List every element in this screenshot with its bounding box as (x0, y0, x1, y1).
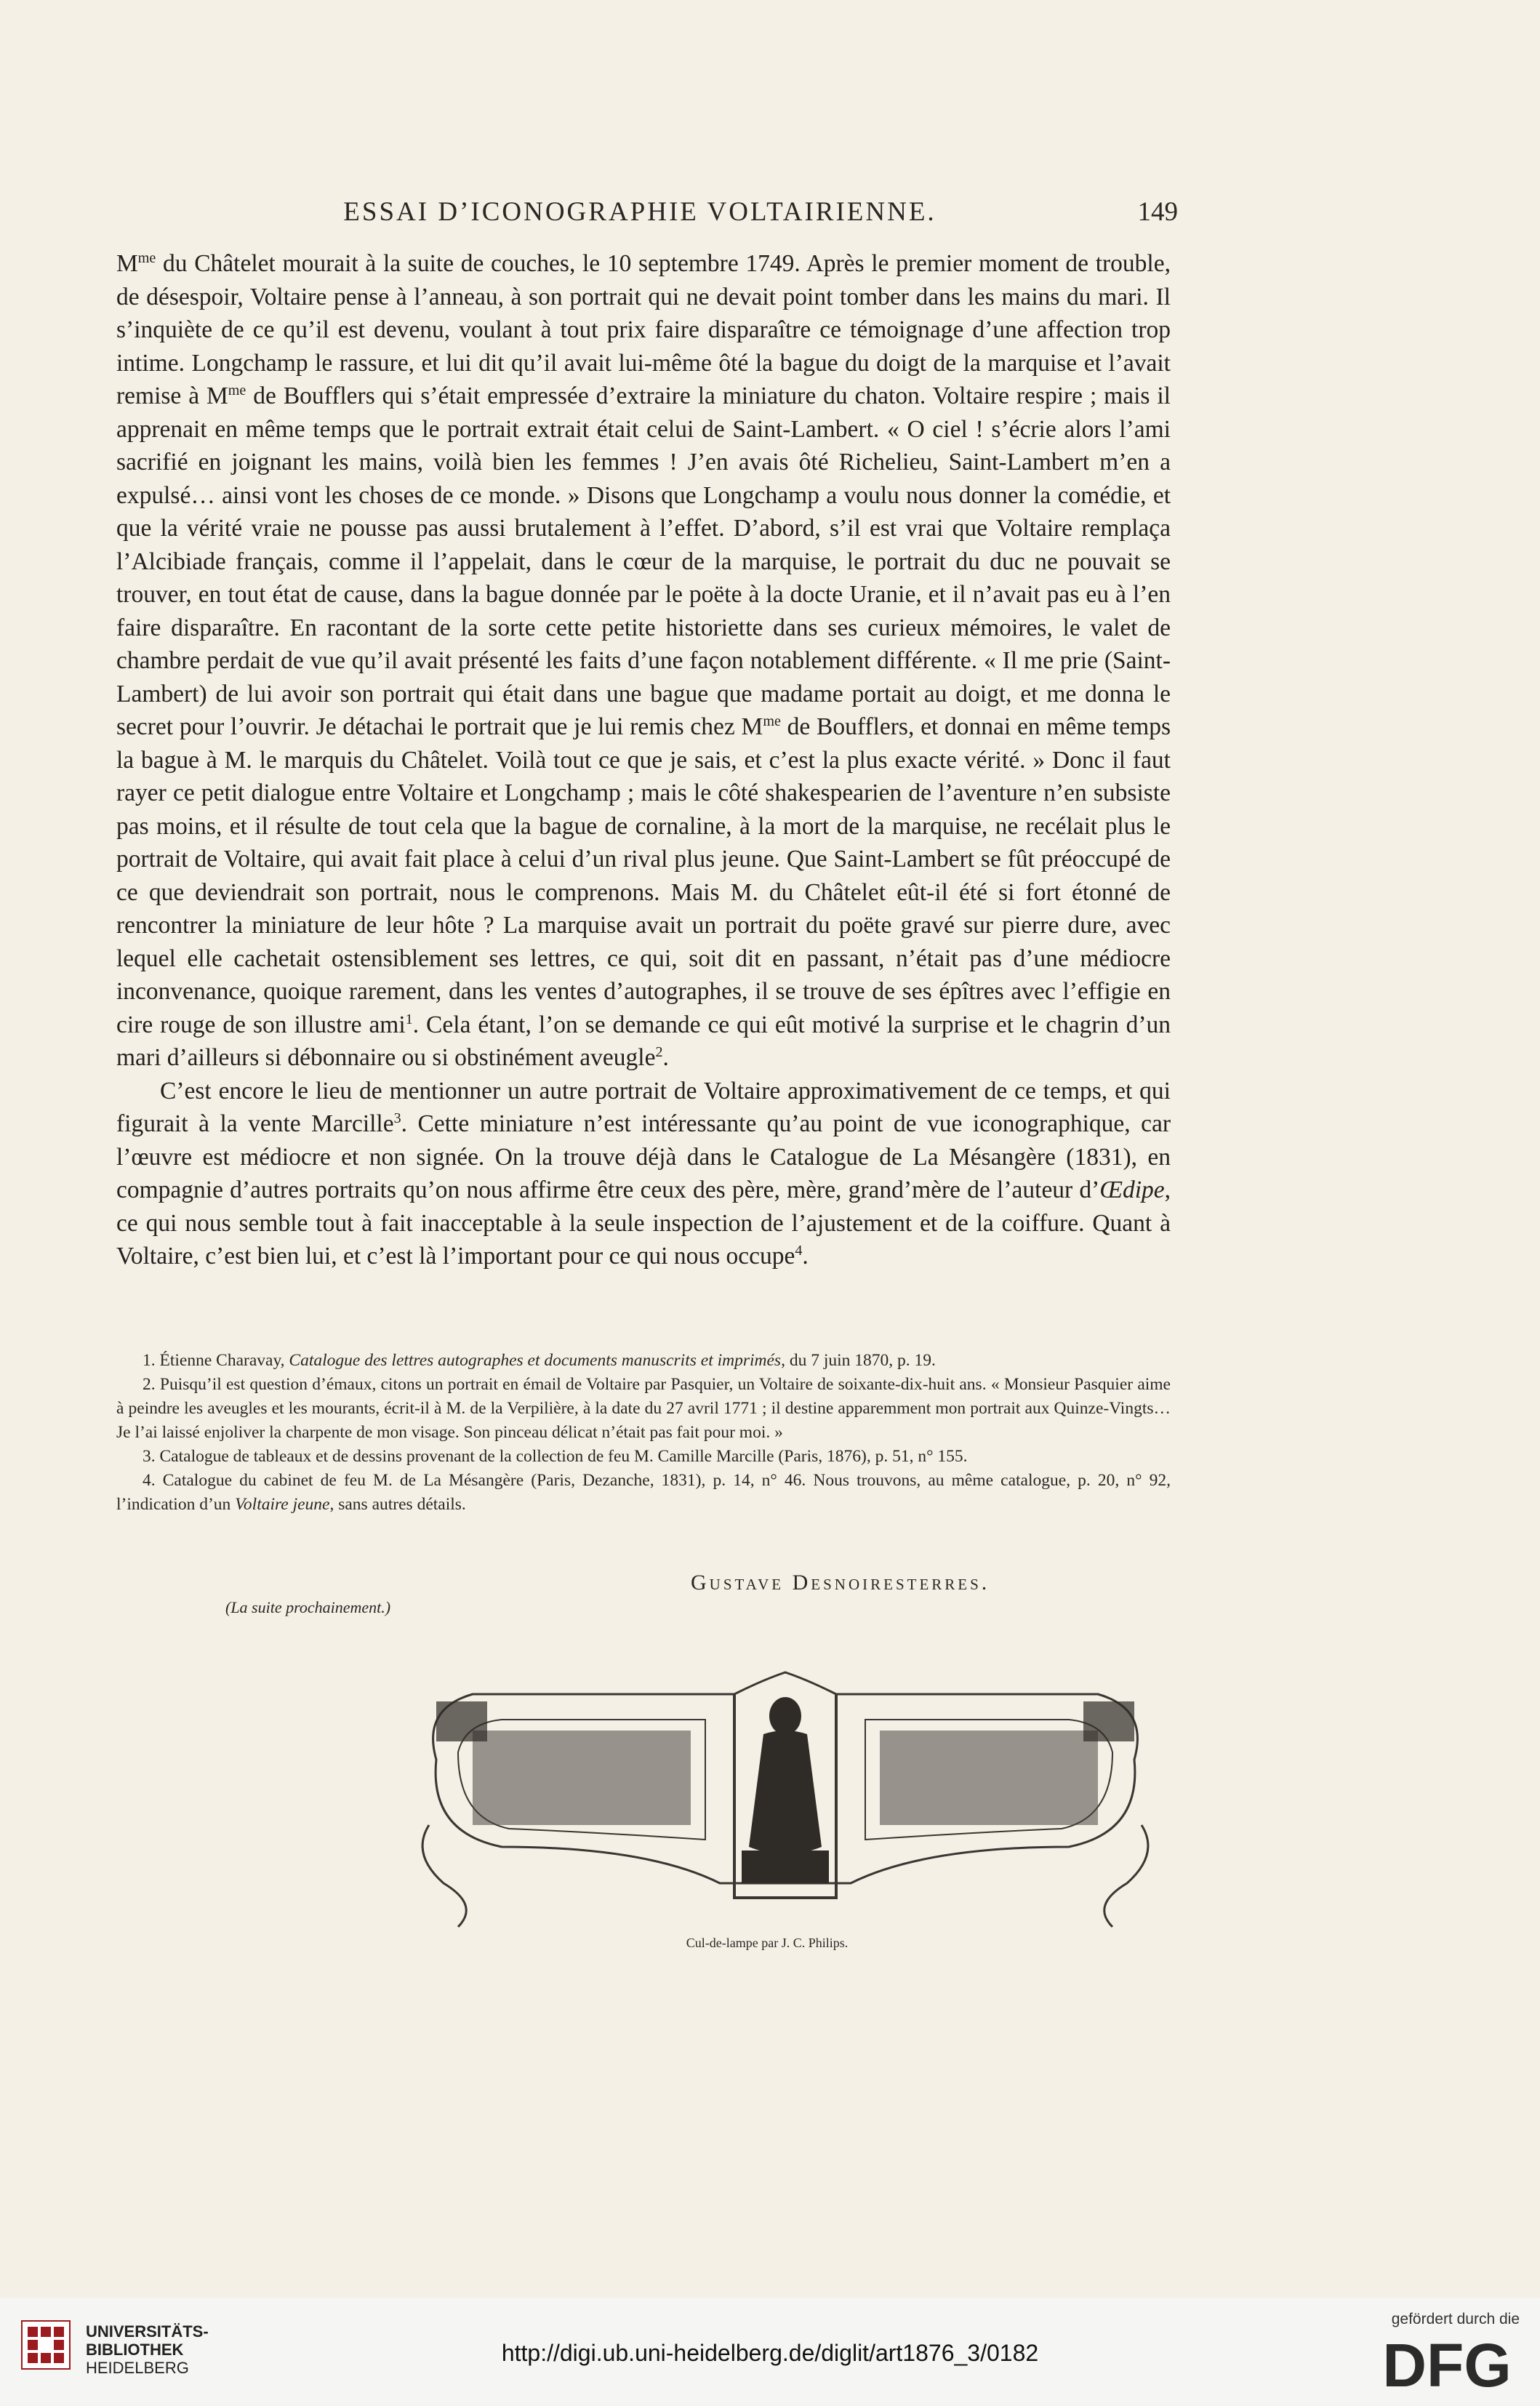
footnotes (116, 1349, 1171, 1517)
text-run: , sans autres détails. (329, 1495, 466, 1514)
cul-de-lampe-engraving (414, 1665, 1156, 1934)
text-run: de Boufflers qui s’était empressée d’extraire la miniature du chaton. Voltaire respire ; mais il apprenait en même temps que le portrait extrait était celui de Saint-Lambert. « O ciel ! s’écrie alors l’ami sacrifié en joignant les mains, voilà bien les femmes ! J’en avais ôté Richelieu, Saint-Lambert m’en a expulsé… ainsi vont les choses de ce monde. » Disons que Longchamp a voulu nous donner la comédie, et que la vérité vraie ne pousse pas aussi brutalement à l’effet. D’abord, s’il est vrai que Voltaire remplaça l’Alcibiade français, comme il l’appelait, dans le cœur de la marquise, le portrait du duc ne pouvait se trouver, en tout état de cause, dans la bague donnée par le poëte à la docte Uranie, et il n’avait pas eu à l’en faire disparaître. En racontant de la sorte cette petite historiette dans ses curieux mémoires, le valet de chambre perdait de vue qu’il avait présenté les faits d’une façon notablement différente. « Il me prie (Saint-Lambert) de lui avoir son portrait qui était dans une bague que madame portait au doigt, et me donna le secret pour l’ouvrir. Je détachai le portrait que je lui remis chez M (116, 382, 1171, 740)
italic-title: Catalogue des lettres autographes et documents manuscrits et imprimés (289, 1351, 782, 1370)
text-run: C’est encore le lieu de mentionner un autre portrait de Voltaire approximativement de ce temps, et qui figurait à la vente Marcille (116, 1077, 1171, 1137)
text-run: 4. Catalogue du cabinet de feu M. de La Mésangère (Paris, Dezanche, 1831), p. 14, n° 46. Nous trouvons, au même catalogue, p. 20, n° 92, l’indication d’un (116, 1471, 1171, 1514)
digitization-footer (0, 2298, 1540, 2406)
footnote-ref-2: 2 (655, 1043, 663, 1060)
text-run: , ce qui nous semble tout à fait inacceptable à la seule inspection de l’ajustement et de la coiffure. Quant à Voltaire, c’est bien lui, et c’est là l’important pour ce qui nous occupe (116, 1176, 1171, 1270)
illustration-caption: Cul-de-lampe par J. C. Philips. (686, 1936, 849, 1950)
text-run: . Cela étant, l’on se demande ce qui eût motivé la surprise et le chagrin d’un mari d’ailleurs si débonnaire ou si obstinément aveugle (116, 1011, 1171, 1071)
text-run: . Cette miniature n’est intéressante qu’au point de vue iconographique, car l’œuvre est médiocre et non signée. On la trouve déjà dans le Catalogue de La Mésangère (1831), en compagnie d’autres portraits qu’on nous affirme être ceux des père, mère, grand’mère de l’auteur d’ (116, 1110, 1171, 1203)
footnote-1 (116, 1349, 1171, 1373)
text-run: . (662, 1044, 669, 1071)
library-name-line: HEIDELBERG (86, 2359, 189, 2377)
text-run: du Châtelet mourait à la suite de couches, le 10 septembre 1749. Après le premier moment de trouble, de désespoir, Voltaire pense à l’anneau, à son portrait qui ne devait point tomber dans les mains du mari. Il s’inquiète de ce qu’il est devenu, voulant à tout prix faire disparaître ce témoignage d’une affection trop intime. Longchamp le rassure, et lui dit qu’il avait lui-même ôté la bague du doigt de la marquise et l’avait remise à M (116, 250, 1171, 409)
paragraph-1 (116, 247, 1171, 1075)
footnote-ref-4: 4 (795, 1242, 803, 1259)
continuation-note: (La suite prochainement.) (225, 1598, 391, 1616)
italic-title: Voltaire jeune (235, 1495, 330, 1514)
dfg-logo-text: DFG (1382, 2335, 1512, 2392)
text-run: de Boufflers, et donnai en même temps la bague à M. le marquis du Châtelet. Voilà tout ce que je sais, et c’est la plus exacte vérité. » Donc il faut rayer ce petit dialogue entre Voltaire et Longchamp ; mais le côté shakespearien de l’aventure n’en subsiste pas moins, et il résulte de tout cela que la bague de cornaline, à la mort de la marquise, ne recélait plus le portrait de Voltaire, qui avait fait place à celui d’un rival plus jeune. Que Saint-Lambert se fût préoccupé de ce que deviendrait son portrait, nous le comprenons. Mais M. du Châtelet eût-il été si fort étonné de rencontrer la miniature de leur hôte ? La marquise avait un portrait du poëte gravé sur pierre dure, avec lequel elle cachetait ostensiblement ses lettres, ce qui, soit dit en passant, n’était pas d’une médiocre inconvenance, quoique rarement, dans les ventes d’autographes, il se trouve de ses épîtres avec l’effigie en cire rouge de son illustre ami (116, 713, 1171, 1038)
funding-label: gefördert durch die (1391, 2311, 1520, 2327)
running-title: ESSAI D’ICONOGRAPHIE VOLTAIRIENNE. (343, 197, 937, 227)
footnote-4 (116, 1469, 1171, 1517)
running-header (109, 196, 1178, 233)
library-name-line: UNIVERSITÄTS- (86, 2322, 209, 2341)
superscript: me (137, 249, 156, 266)
superscript: me (228, 382, 246, 398)
footnote-ref-3: 3 (393, 1110, 401, 1126)
text-run: 1. Étienne Charavay, (143, 1351, 289, 1370)
article-body (116, 247, 1171, 1273)
dfg-logo-icon (1374, 2335, 1520, 2392)
footnote-ref-1: 1 (405, 1011, 413, 1027)
footnote-3: 3. Catalogue de tableaux et de dessins provenant de la collection de feu M. Camille Marcille (Paris, 1876), p. 51, n° 155. (143, 1447, 968, 1466)
superscript: me (763, 713, 781, 729)
text-run: , du 7 juin 1870, p. 19. (781, 1351, 936, 1370)
text-run: M (116, 250, 138, 277)
permalink-url[interactable]: http://digi.ub.uni-heidelberg.de/diglit/art1876_3/0182 (501, 2340, 1039, 2366)
italic-title: Œdipe (1099, 1176, 1165, 1203)
library-name-line: BIBLIOTHEK (86, 2341, 184, 2359)
text-run: . (802, 1243, 809, 1270)
page-number: 149 (1137, 197, 1178, 227)
footnote-2: 2. Puisqu’il est question d’émaux, citons un portrait en émail de Voltaire par Pasquier, un Voltaire de soixante-dix-huit ans. « Monsieur Pasquier aime à peindre les aveugles et les mourants, écrit-il à M. de la Verpilière, à la date du 27 avril 1771 ; il destine apparemment mon portrait aux Quinze-Vingts… Je l’ai laissé enjoliver la charpente de mon visage. Son pinceau délicat n’était pas fait pour moi. » (116, 1375, 1171, 1442)
author-signature: Gustave Desnoiresterres. (691, 1571, 990, 1595)
paragraph-2 (116, 1075, 1171, 1273)
